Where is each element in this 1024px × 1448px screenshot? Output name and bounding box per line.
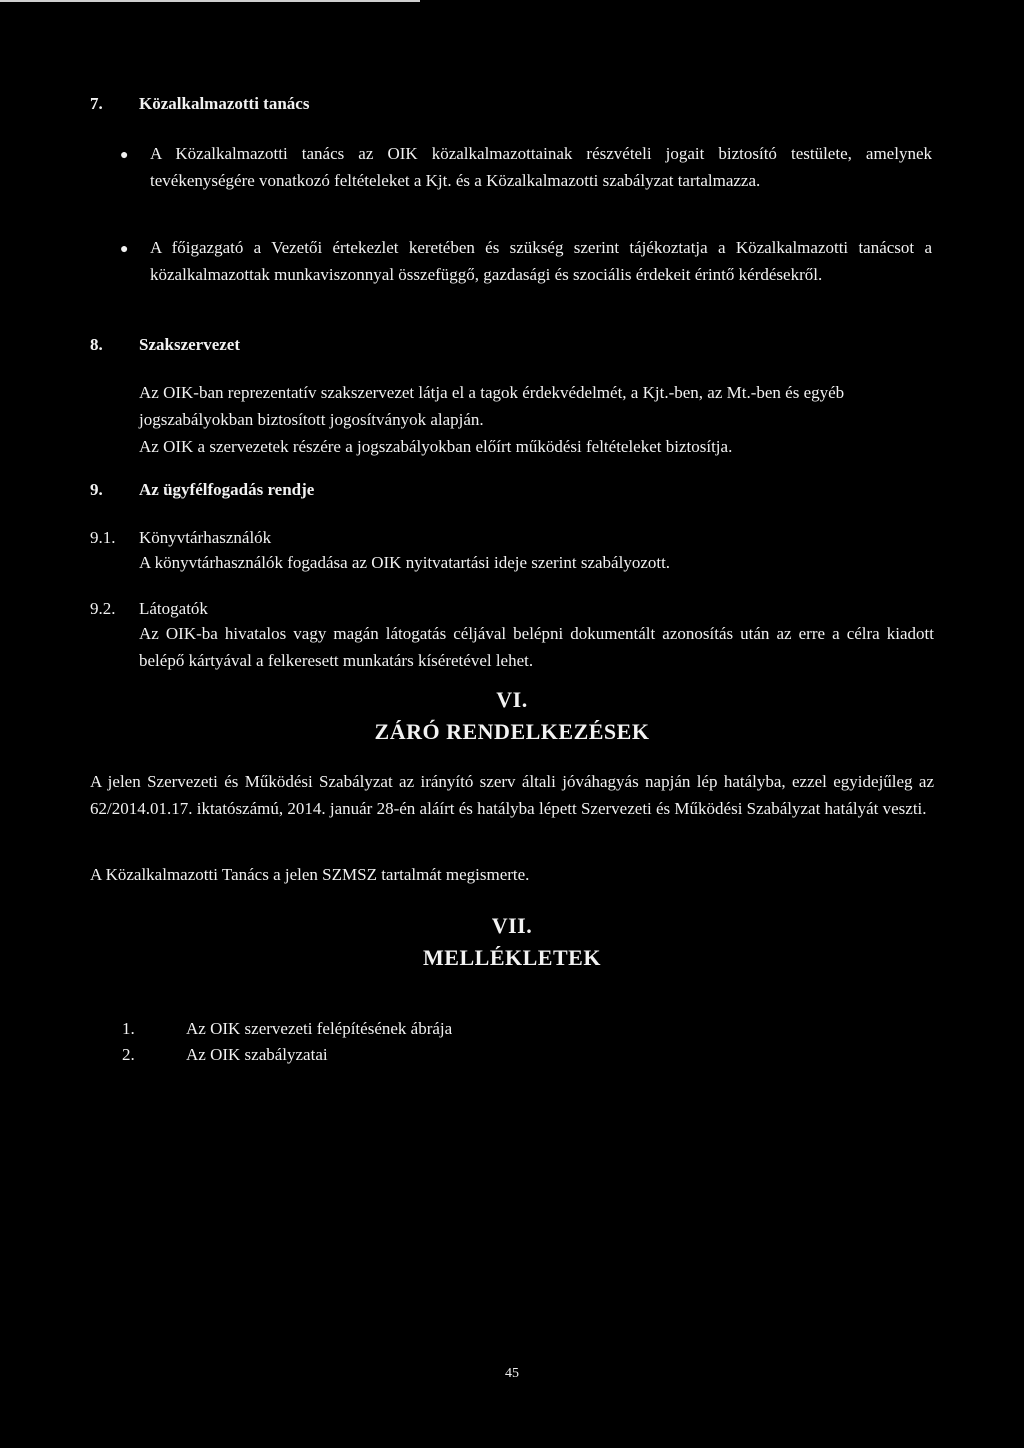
subsection-9-2-heading: Látogatók: [139, 599, 208, 618]
subsection-9-2-number: 9.2.: [90, 599, 116, 618]
section-7-bullet-2: A főigazgató a Vezetői értekezlet keretében és szükség szerint tájékoztatja a Közalkalmazotti tanácsot a közalkalmazottak munkaviszonnyal összefüggő, gazdasági és szociális érdekeit érintő kérdésekről.: [150, 238, 932, 284]
section-7-heading: Közalkalmazotti tanács: [139, 94, 310, 113]
section-7-bullet-1: A Közalkalmazotti tanács az OIK közalkalmazottainak részvételi jogait biztosító testülete, amelynek tevékenységére vonatkozó feltételeket a Kjt. és a Közalkalmazotti szabályzat tartalmazza.: [150, 144, 932, 190]
section-9-number: 9.: [90, 480, 103, 499]
appendix-2-number: 2.: [122, 1045, 135, 1064]
chapter-7-roman: VII.: [491, 913, 533, 938]
subsection-9-1-heading: Könyvtárhasználók: [139, 528, 272, 547]
appendix-2-text: Az OIK szabályzatai: [186, 1045, 328, 1064]
section-8-number: 8.: [90, 335, 103, 354]
appendix-1-text: Az OIK szervezeti felépítésének ábrája: [186, 1019, 453, 1038]
section-8-heading: Szakszervezet: [139, 335, 241, 354]
section-7-number: 7.: [90, 94, 103, 113]
chapter-6-note: A Közalkalmazotti Tanács a jelen SZMSZ tartalmát megismerte.: [90, 865, 530, 884]
chapter-7-title: MELLÉKLETEK: [423, 945, 601, 970]
chapter-6-roman: VI.: [496, 687, 528, 712]
chapter-6-paragraph: A jelen Szervezeti és Működési Szabályzat az irányító szerv általi jóváhagyás napján lép hatályba, ezzel egyidejűleg az 62/2014.01.17. iktatószámú, 2014. január 28-én aláírt és hatályba lépett Szervezeti és Működési Szabályzat hatályát veszti.: [90, 772, 934, 818]
top-rule: [0, 0, 420, 2]
subsection-9-1-text: A könyvtárhasználók fogadása az OIK nyitvatartási ideje szerint szabályozott.: [139, 553, 671, 572]
subsection-9-2-text: Az OIK-ba hivatalos vagy magán látogatás céljával belépni dokumentált azonosítás után az erre a célra kiadott belépő kártyával a felkeresett munkatárs kíséretével lehet.: [139, 624, 934, 670]
bullet-dot: ●: [120, 148, 129, 163]
subsection-9-1-number: 9.1.: [90, 528, 116, 547]
section-8-paragraph-2: Az OIK a szervezetek részére a jogszabályokban előírt működési feltételeket biztosítja.: [139, 437, 733, 456]
appendix-1-number: 1.: [122, 1019, 135, 1038]
section-8-paragraph-1: Az OIK-ban reprezentatív szakszervezet látja el a tagok érdekvédelmét, a Kjt.-ben, az Mt.-ben és egyéb jogszabályokban biztosított jogosítványok alapján.: [139, 383, 845, 429]
bullet-dot: ●: [120, 242, 129, 257]
page-number: 45: [505, 1366, 519, 1381]
chapter-6-title: ZÁRÓ RENDELKEZÉSEK: [374, 719, 650, 744]
section-9-heading: Az ügyfélfogadás rendje: [139, 480, 315, 499]
